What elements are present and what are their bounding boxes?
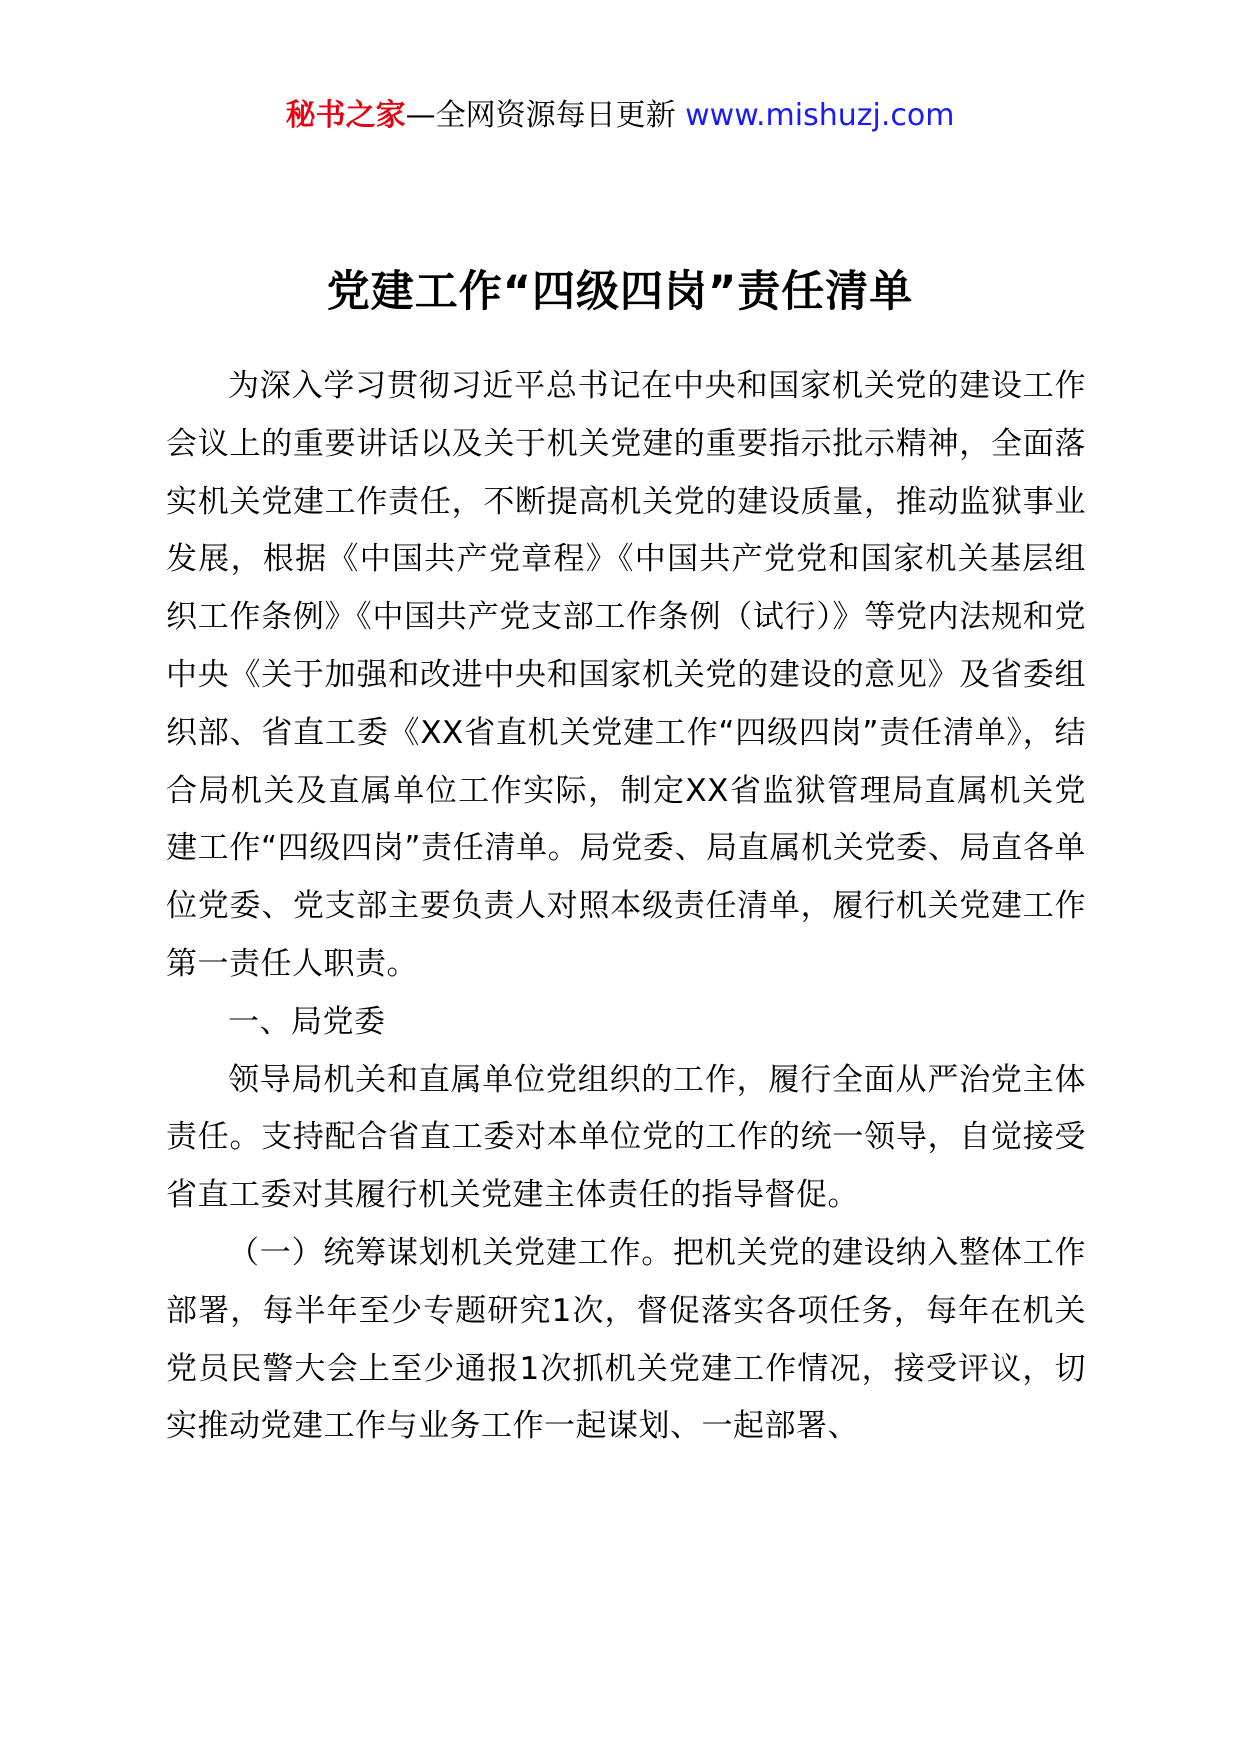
document-body	[166, 358, 1086, 1456]
site-name: 秘书之家	[285, 98, 406, 133]
site-url-link[interactable]: www.mishuzj.com	[685, 98, 955, 133]
paragraph-section-summary: 领导局机关和直属单位党组织的工作，履行全面从严治党主体责任。支持配合省直工委对本单位党的工作的统一领导，自觉接受省直工委对其履行机关党建主体责任的指导督促。	[166, 1061, 1086, 1214]
paragraph-intro: 为深入学习贯彻习近平总书记在中央和国家机关党的建设工作会议上的重要讲话以及关于机关党建的重要指示批示精神，全面落实机关党建工作责任，不断提高机关党的建设质量，推动监狱事业发展，根据《中国共产党章程》《中国共产党党和国家机关基层组织工作条例》《中国共产党支部工作条例（试行）》等党内法规和党中央《关于加强和改进中央和国家机关党的建设的意见》及省委组织部、省直工委《XX省直机关党建工作“四级四岗”责任清单》，结合局机关及直属单位工作实际，制定XX省监狱管理局直属机关党建工作“四级四岗”责任清单。局党委、局直属机关党委、局直各单位党委、党支部主要负责人对照本级责任清单，履行机关党建工作第一责任人职责。	[166, 368, 1086, 982]
document-title: 党建工作“四级四岗”责任清单	[326, 267, 914, 317]
site-header	[0, 96, 1240, 136]
site-slogan: —全网资源每日更新	[405, 98, 676, 133]
paragraph-item-1: （一）统筹谋划机关党建工作。把机关党的建设纳入整体工作部署，每半年至少专题研究1次，督促落实各项任务，每年在机关党员民警大会上至少通报1次抓机关党建工作情况，接受评议，切实推动党建工作与业务工作一起谋划、一起部署、	[166, 1234, 1086, 1445]
section-heading: 一、局党委	[228, 1003, 386, 1040]
